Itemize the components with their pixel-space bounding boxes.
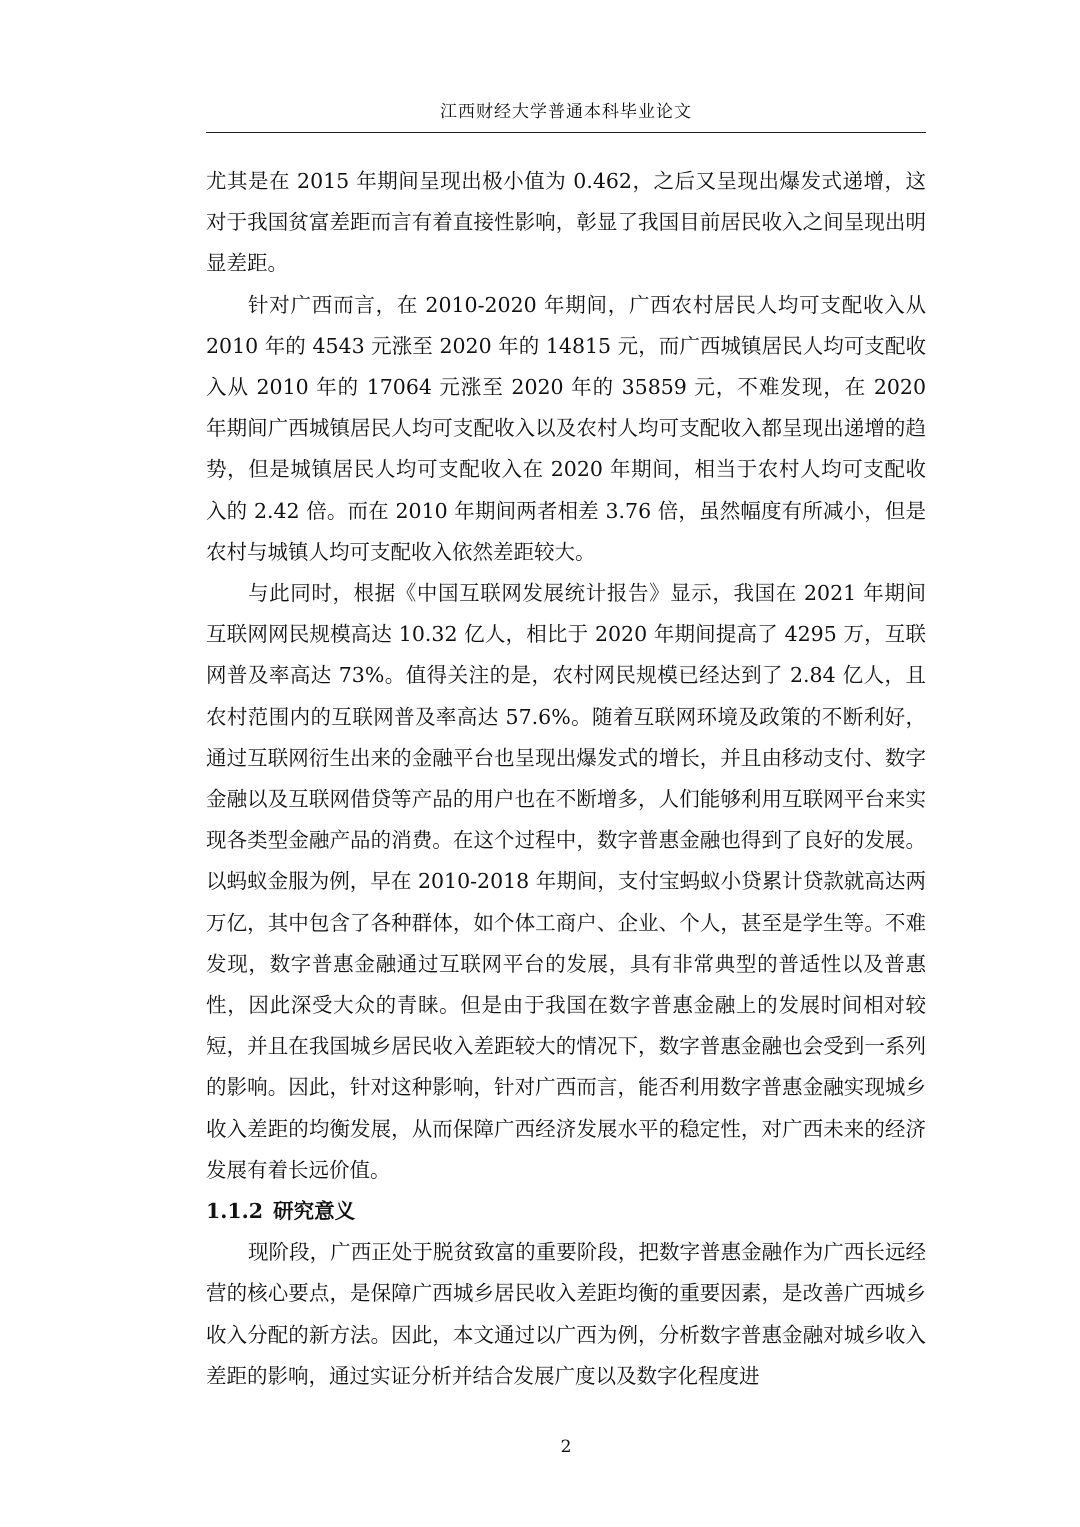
paragraph-continuation: 尤其是在 2015 年期间呈现出极小值为 0.462，之后又呈现出爆发式递增，这对于我国贫富差距而言有着直接性影响，彰显了我国目前居民收入之间呈现出明显差距。: [206, 169, 926, 276]
header-divider: [206, 132, 926, 133]
section-heading: [206, 1191, 926, 1232]
page-body: [206, 161, 926, 1397]
section-title: 研究意义: [273, 1199, 356, 1224]
running-header: 江西财经大学普通本科毕业论文: [440, 102, 692, 122]
page-number: 2: [560, 1437, 572, 1457]
section-number: 1.1.2: [206, 1199, 264, 1224]
paragraph-research-significance: 现阶段，广西正处于脱贫致富的重要阶段，把数字普惠金融作为广西长远经营的核心要点，是保障广西城乡居民收入差距均衡的重要因素，是改善广西城乡收入分配的新方法。因此，本文通过以广西为例，分析数字普惠金融对城乡收入差距的影响，通过实证分析并结合发展广度以及数字化程度进: [206, 1240, 926, 1388]
paragraph-internet-finance: 与此同时，根据《中国互联网发展统计报告》显示，我国在 2021 年期间互联网网民规模高达 10.32 亿人，相比于 2020 年期间提高了 4295 万，互联网普及率高达 73%。值得关注的是，农村网民规模已经达到了 2.84 亿人，且农村范围内的互联网普及率高达 57.6%。随着互联网环境及政策的不断利好，通过互联网衍生出来的金融平台也呈现出爆发式的增长，并且由移动支付、数字金融以及互联网借贷等产品的用户也在不断增多，人们能够利用互联网平台来实现各类型金融产品的消费。在这个过程中，数字普惠金融也得到了良好的发展。以蚂蚁金服为例，早在 2010-2018 年期间，支付宝蚂蚁小贷累计贷款就高达两万亿，其中包含了各种群体，如个体工商户、企业、个人，甚至是学生等。不难发现，数字普惠金融通过互联网平台的发展，具有非常典型的普适性以及普惠性，因此深受大众的青睐。但是由于我国在数字普惠金融上的发展时间相对较短，并且在我国城乡居民收入差距较大的情况下，数字普惠金融也会受到一系列的影响。因此，针对这种影响，针对广西而言，能否利用数字普惠金融实现城乡收入差距的均衡发展，从而保障广西经济发展水平的稳定性，对广西未来的经济发展有着长远价值。: [206, 581, 926, 1182]
paragraph-guangxi-income: 针对广西而言，在 2010-2020 年期间，广西农村居民人均可支配收入从 2010 年的 4543 元涨至 2020 年的 14815 元，而广西城镇居民人均可支配收入从 2010 年的 17064 元涨至 2020 年的 35859 元，不难发现，在 2020 年期间广西城镇居民人均可支配收入以及农村人均可支配收入都呈现出递增的趋势，但是城镇居民人均可支配收入在 2020 年期间，相当于农村人均可支配收入的 2.42 倍。而在 2010 年期间两者相差 3.76 倍，虽然幅度有所减小，但是农村与城镇人均可支配收入依然差距较大。: [206, 292, 926, 564]
